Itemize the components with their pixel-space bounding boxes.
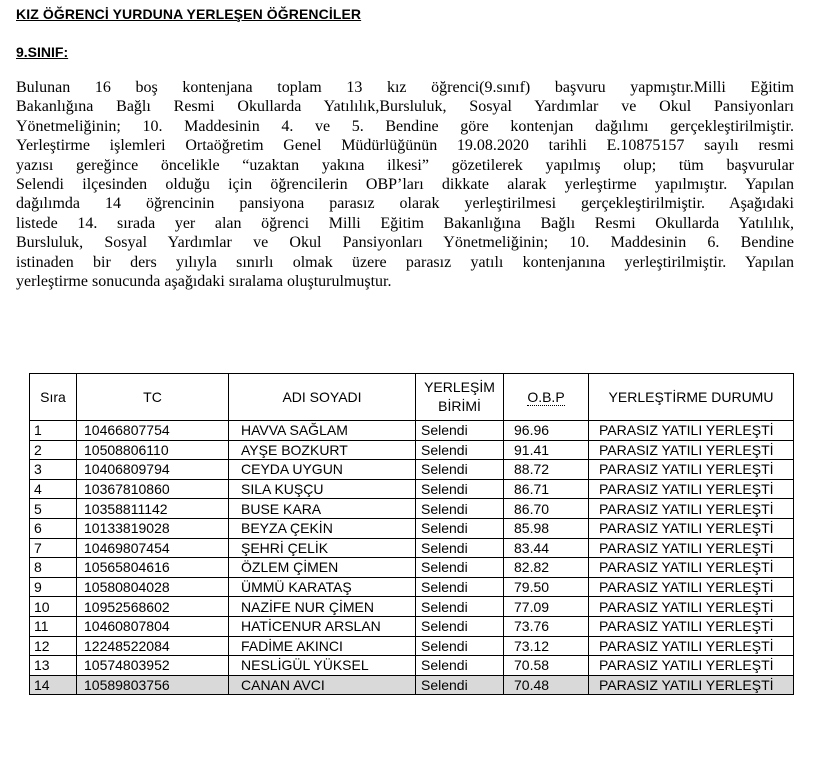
paragraph-line: Yönetmeliğinin; 10. Maddesinin 4. ve 5. Bendine göre kontenjan dağılımı gerçekleştirilmiştir. — [16, 117, 794, 135]
body-paragraph — [16, 78, 794, 291]
cell-obp: 86.71 — [504, 479, 589, 499]
table-row — [30, 460, 794, 480]
cell-unit: Selendi — [416, 597, 504, 617]
table-row — [30, 499, 794, 519]
header-name: ADI SOYADI — [229, 374, 416, 421]
cell-unit: Selendi — [416, 440, 504, 460]
cell-name: ÖZLEM ÇİMEN — [229, 558, 416, 578]
cell-obp: 88.72 — [504, 460, 589, 480]
cell-status: PARASIZ YATILI YERLEŞTİ — [589, 577, 794, 597]
cell-status: PARASIZ YATILI YERLEŞTİ — [589, 538, 794, 558]
table-row — [30, 675, 794, 695]
cell-unit: Selendi — [416, 656, 504, 676]
cell-tc: 10574803952 — [77, 656, 229, 676]
document-title: KIZ ÖĞRENCİ YURDUNA YERLEŞEN ÖĞRENCİLER — [16, 6, 362, 22]
cell-obp: 91.41 — [504, 440, 589, 460]
section-heading: 9.SINIF: — [16, 44, 69, 60]
cell-status: PARASIZ YATILI YERLEŞTİ — [589, 460, 794, 480]
cell-tc: 10508806110 — [77, 440, 229, 460]
paragraph-line: istinaden bir ders yılıyla sınırlı olmak üzere parasız yatılı kontenjanına yerleştirilmiştir. Yapılan — [16, 253, 794, 271]
header-obp-label: O.B.P — [527, 388, 565, 405]
cell-obp: 70.58 — [504, 656, 589, 676]
cell-unit: Selendi — [416, 538, 504, 558]
cell-tc: 10133819028 — [77, 518, 229, 538]
cell-tc: 10466807754 — [77, 421, 229, 441]
cell-name: HAVVA SAĞLAM — [229, 421, 416, 441]
cell-status: PARASIZ YATILI YERLEŞTİ — [589, 499, 794, 519]
cell-status: PARASIZ YATILI YERLEŞTİ — [589, 656, 794, 676]
cell-name: SILA KUŞÇU — [229, 479, 416, 499]
cell-unit: Selendi — [416, 577, 504, 597]
paragraph-line: Selendi ilçesinden olduğu için öğrencilerin OBP’ları dikkate alarak yerleştirme yapılmıştır. Yapılan — [16, 176, 794, 194]
cell-status: PARASIZ YATILI YERLEŞTİ — [589, 479, 794, 499]
cell-sira: 8 — [30, 558, 77, 578]
cell-status: PARASIZ YATILI YERLEŞTİ — [589, 421, 794, 441]
table-row — [30, 656, 794, 676]
paragraph-line: Bakanlığına Bağlı Resmi Okullarda Yatılılık,Bursluluk, Sosyal Yardımlar ve Okul Pansiyonları — [16, 98, 794, 116]
table-row — [30, 421, 794, 441]
cell-sira: 5 — [30, 499, 77, 519]
cell-obp: 85.98 — [504, 518, 589, 538]
cell-obp: 86.70 — [504, 499, 589, 519]
cell-name: ŞEHRİ ÇELİK — [229, 538, 416, 558]
cell-obp: 79.50 — [504, 577, 589, 597]
paragraph-line: Bulunan 16 boş kontenjana toplam 13 kız öğrenci(9.sınıf) başvuru yapmıştır.Milli Eğitim — [16, 79, 794, 96]
header-sira: Sıra — [30, 374, 77, 421]
table-row — [30, 479, 794, 499]
cell-status: PARASIZ YATILI YERLEŞTİ — [589, 597, 794, 617]
cell-status: PARASIZ YATILI YERLEŞTİ — [589, 518, 794, 538]
table-row — [30, 577, 794, 597]
table-body — [30, 421, 794, 695]
cell-obp: 96.96 — [504, 421, 589, 441]
cell-obp: 77.09 — [504, 597, 589, 617]
cell-name: CANAN AVCI — [229, 675, 416, 695]
cell-tc: 12248522084 — [77, 636, 229, 656]
cell-unit: Selendi — [416, 636, 504, 656]
cell-tc: 10580804028 — [77, 577, 229, 597]
cell-tc: 10565804616 — [77, 558, 229, 578]
cell-tc: 10358811142 — [77, 499, 229, 519]
cell-obp: 83.44 — [504, 538, 589, 558]
paragraph-line: listede 14. sırada yer alan öğrenci Milli Eğitim Bakanlığına Bağlı Resmi Okullarda Yatılılık, — [16, 214, 794, 232]
cell-unit: Selendi — [416, 479, 504, 499]
cell-name: HATİCENUR ARSLAN — [229, 616, 416, 636]
table-row — [30, 518, 794, 538]
cell-sira: 6 — [30, 518, 77, 538]
cell-name: FADİME AKINCI — [229, 636, 416, 656]
table-row — [30, 538, 794, 558]
table-row — [30, 440, 794, 460]
cell-obp: 82.82 — [504, 558, 589, 578]
cell-tc: 10589803756 — [77, 675, 229, 695]
cell-status: PARASIZ YATILI YERLEŞTİ — [589, 675, 794, 695]
table-row — [30, 597, 794, 617]
header-unit: YERLEŞİM BİRİMİ — [416, 374, 504, 421]
cell-sira: 7 — [30, 538, 77, 558]
cell-obp: 73.76 — [504, 616, 589, 636]
header-tc: TC — [77, 374, 229, 421]
cell-unit: Selendi — [416, 558, 504, 578]
paragraph-line: Bursluluk, Sosyal Yardımlar ve Okul Pansiyonları Yönetmeliğinin; 10. Maddesinin 6. Bendine — [16, 234, 794, 252]
cell-sira: 11 — [30, 616, 77, 636]
paragraph-line: yazısı gereğince öncelikle “uzaktan yakına ilkesi” gözetilerek yapılmış olup; tüm başvurular — [16, 156, 794, 174]
cell-sira: 13 — [30, 656, 77, 676]
cell-name: BEYZA ÇEKİN — [229, 518, 416, 538]
cell-sira: 2 — [30, 440, 77, 460]
cell-status: PARASIZ YATILI YERLEŞTİ — [589, 616, 794, 636]
cell-tc: 10460807804 — [77, 616, 229, 636]
cell-name: NAZİFE NUR ÇİMEN — [229, 597, 416, 617]
header-obp — [504, 374, 589, 421]
table-row — [30, 558, 794, 578]
cell-status: PARASIZ YATILI YERLEŞTİ — [589, 440, 794, 460]
table-row — [30, 616, 794, 636]
cell-obp: 70.48 — [504, 675, 589, 695]
cell-tc: 10469807454 — [77, 538, 229, 558]
table-row — [30, 636, 794, 656]
cell-sira: 3 — [30, 460, 77, 480]
cell-unit: Selendi — [416, 675, 504, 695]
cell-name: CEYDA UYGUN — [229, 460, 416, 480]
cell-status: PARASIZ YATILI YERLEŞTİ — [589, 558, 794, 578]
paragraph-line: yerleştirme sonucunda aşağıdaki sıralama oluşturulmuştur. — [16, 273, 392, 291]
cell-name: AYŞE BOZKURT — [229, 440, 416, 460]
placement-table — [29, 373, 794, 695]
cell-tc: 10406809794 — [77, 460, 229, 480]
cell-status: PARASIZ YATILI YERLEŞTİ — [589, 636, 794, 656]
cell-name: NESLİGÜL YÜKSEL — [229, 656, 416, 676]
cell-sira: 4 — [30, 479, 77, 499]
cell-sira: 12 — [30, 636, 77, 656]
cell-name: ÜMMÜ KARATAŞ — [229, 577, 416, 597]
table-header-row — [30, 374, 794, 421]
cell-unit: Selendi — [416, 616, 504, 636]
paragraph-line: dağılımda 14 öğrencinin pansiyona parasız olarak yerleştirilmesi gerçekleştirilmiştir. Aşağıdaki — [16, 195, 794, 213]
cell-name: BUSE KARA — [229, 499, 416, 519]
cell-obp: 73.12 — [504, 636, 589, 656]
cell-sira: 14 — [30, 675, 77, 695]
cell-sira: 1 — [30, 421, 77, 441]
cell-unit: Selendi — [416, 421, 504, 441]
cell-tc: 10952568602 — [77, 597, 229, 617]
cell-tc: 10367810860 — [77, 479, 229, 499]
header-status: YERLEŞTİRME DURUMU — [589, 374, 794, 421]
paragraph-line: Yerleştirme işlemleri Ortaöğretim Genel Müdürlüğünün 19.08.2020 tarihli E.10875157 sayılı resmi — [16, 137, 794, 155]
cell-sira: 9 — [30, 577, 77, 597]
cell-unit: Selendi — [416, 499, 504, 519]
cell-unit: Selendi — [416, 460, 504, 480]
cell-sira: 10 — [30, 597, 77, 617]
cell-unit: Selendi — [416, 518, 504, 538]
